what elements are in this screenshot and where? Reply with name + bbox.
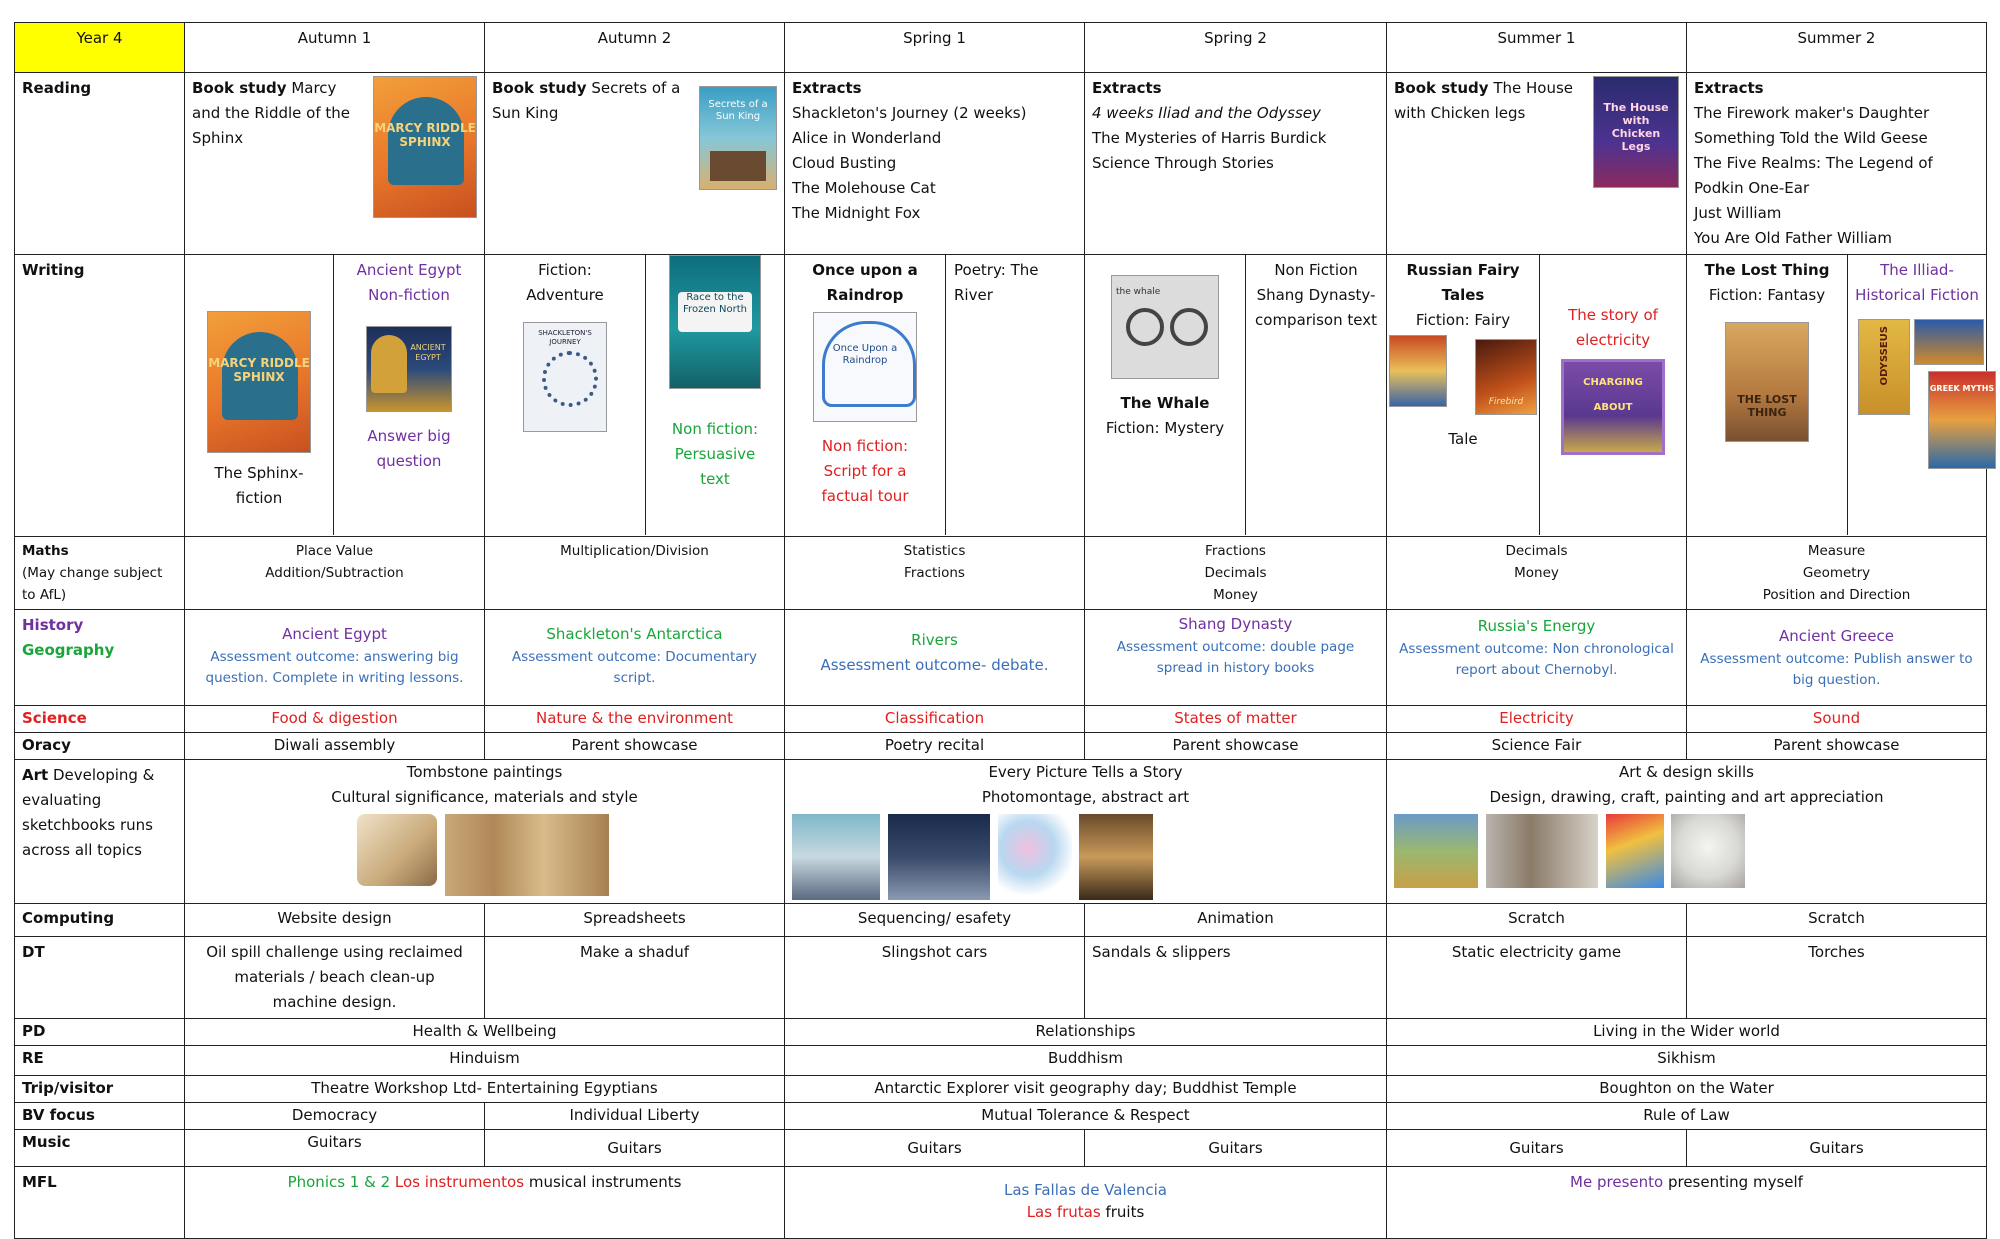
humanities-topic: Rivers bbox=[911, 631, 958, 649]
term-header-autumn1: Autumn 1 bbox=[185, 23, 485, 73]
ancient-egypt-book-cover-image bbox=[366, 326, 452, 412]
writing-autumn1-nonfiction bbox=[333, 255, 484, 535]
marcy-book-cover-image bbox=[207, 311, 311, 453]
marcy-book-title: MARCY RIDDLE SPHINX bbox=[374, 121, 476, 149]
art-autumn-subtitle: Cultural significance, materials and style bbox=[331, 788, 638, 806]
maths-summer1 bbox=[1387, 537, 1687, 610]
oracy-summer2: Parent showcase bbox=[1687, 733, 1987, 760]
music-autumn2: Guitars bbox=[485, 1130, 785, 1167]
mfl-autumn bbox=[185, 1167, 785, 1239]
assessment-text: Non chronological report about Chernobyl. bbox=[1455, 641, 1674, 678]
writing-summer1 bbox=[1387, 255, 1687, 537]
maths-topic: Geometry bbox=[1802, 565, 1871, 581]
dt-autumn1: Oil spill challenge using reclaimed materials / beach clean-up machine design. bbox=[185, 937, 485, 1019]
assessment-label: Assessment outcome: bbox=[210, 649, 360, 665]
science-summer2: Sound bbox=[1687, 706, 1987, 733]
shackleton-book-title: SHACKLETON'S JOURNEY bbox=[538, 329, 592, 346]
art-spring bbox=[785, 760, 1387, 904]
assessment-text: answering big question. Complete in writing lessons. bbox=[205, 649, 464, 686]
humanities-summer1 bbox=[1387, 610, 1687, 706]
writing-summer1-nonfiction bbox=[1539, 255, 1686, 535]
music-autumn1: Guitars bbox=[185, 1130, 485, 1167]
ancient-egypt-book-title: ANCIENT EGYPT bbox=[410, 343, 446, 362]
assessment-text: Documentary script. bbox=[613, 649, 758, 686]
once-upon-raindrop-book-cover-image bbox=[813, 312, 917, 422]
computing-summer1: Scratch bbox=[1387, 904, 1687, 937]
pd-spring: Relationships bbox=[785, 1019, 1387, 1046]
maths-autumn2 bbox=[485, 537, 785, 610]
maths-note: (May change subject to AfL) bbox=[22, 565, 163, 603]
frozen-north-book-title: Race to the Frozen North bbox=[678, 292, 752, 332]
greek-myths-book-cover-image bbox=[1914, 319, 1984, 365]
writing-spring1-fiction bbox=[785, 255, 945, 535]
maths-topic: Fractions bbox=[1205, 543, 1266, 559]
writing-autumn2-nonfiction bbox=[645, 255, 784, 535]
egyptian-wall-painting-image bbox=[357, 814, 437, 886]
writing-autumn1-nonfiction-label: Ancient Egypt Non-fiction bbox=[356, 261, 462, 304]
humanities-spring2 bbox=[1085, 610, 1387, 706]
writing-autumn1 bbox=[185, 255, 485, 537]
geography-label: Geography bbox=[22, 641, 115, 659]
music-spring1: Guitars bbox=[785, 1130, 1085, 1167]
lost-thing-book-title: THE LOST THING bbox=[1737, 393, 1797, 419]
writing-summer2-historical bbox=[1847, 255, 1995, 535]
term-header-spring2: Spring 2 bbox=[1085, 23, 1387, 73]
writing-summer2 bbox=[1687, 255, 1995, 537]
mfl-spanish-phrase: Las Fallas de Valencia bbox=[1003, 1181, 1167, 1199]
reading-summer2-label: Extracts bbox=[1694, 79, 1764, 97]
greek-myths-book-cover-image bbox=[1928, 371, 1996, 469]
reading-summer1-label: Book study bbox=[1394, 79, 1489, 97]
bv-autumn1: Democracy bbox=[185, 1103, 485, 1130]
assessment-label: Assessment outcome: bbox=[1399, 641, 1549, 657]
house-chicken-legs-book-cover-image bbox=[1593, 76, 1679, 188]
writing-spring1-nonfiction-label: Non fiction: Script for a factual tour bbox=[821, 437, 909, 505]
oracy-autumn2: Parent showcase bbox=[485, 733, 785, 760]
writing-spring2-nonfiction bbox=[1245, 255, 1386, 535]
mfl-summer bbox=[1387, 1167, 1987, 1239]
trip-autumn: Theatre Workshop Ltd- Entertaining Egyptians bbox=[185, 1076, 785, 1103]
row-label-pd: PD bbox=[15, 1019, 185, 1046]
maths-topic: Addition/Subtraction bbox=[265, 565, 404, 581]
science-spring2: States of matter bbox=[1085, 706, 1387, 733]
computing-autumn1: Website design bbox=[185, 904, 485, 937]
maths-topic: Multiplication/Division bbox=[560, 543, 709, 559]
maths-topic: Position and Direction bbox=[1762, 587, 1911, 603]
humanities-topic: Ancient Greece bbox=[1779, 627, 1894, 645]
art-autumn bbox=[185, 760, 785, 904]
reading-spring1-label: Extracts bbox=[792, 79, 862, 97]
reading-summer2-item: The Five Realms: The Legend of Podkin One-Ear bbox=[1694, 154, 1933, 197]
row-label-science: Science bbox=[15, 706, 185, 733]
music-spring2: Guitars bbox=[1085, 1130, 1387, 1167]
writing-summer1-foot: Tale bbox=[1448, 430, 1478, 448]
humanities-autumn2 bbox=[485, 610, 785, 706]
humanities-topic: Shang Dynasty bbox=[1178, 615, 1293, 633]
oracy-summer1: Science Fair bbox=[1387, 733, 1687, 760]
computing-autumn2: Spreadsheets bbox=[485, 904, 785, 937]
art-note: Developing & evaluating sketchbooks runs across all topics bbox=[22, 766, 155, 859]
maths-topic: Place Value bbox=[295, 543, 374, 559]
art-summer-title: Art & design skills bbox=[1619, 763, 1754, 781]
writing-spring2-title: The Whale bbox=[1120, 394, 1210, 412]
abstract-sculpture-image bbox=[1671, 814, 1745, 888]
computing-spring2: Animation bbox=[1085, 904, 1387, 937]
music-summer2: Guitars bbox=[1687, 1130, 1987, 1167]
lost-thing-book-cover-image bbox=[1725, 322, 1809, 442]
reading-spring2 bbox=[1085, 73, 1387, 255]
reading-summer2-item: The Firework maker's Daughter bbox=[1694, 104, 1930, 122]
dt-autumn2: Make a shaduf bbox=[485, 937, 785, 1019]
maths-topic: Fractions bbox=[904, 565, 965, 581]
year-label: Year 4 bbox=[15, 23, 185, 73]
mfl-english-phrase: fruits bbox=[1105, 1203, 1145, 1221]
history-label: History bbox=[22, 616, 84, 634]
row-label-bv: BV focus bbox=[15, 1103, 185, 1130]
writing-spring2 bbox=[1085, 255, 1387, 537]
reading-summer1-text: The House with Chicken legs bbox=[1394, 79, 1574, 122]
dt-summer2: Torches bbox=[1687, 937, 1987, 1019]
assessment-label: Assessment outcome: bbox=[511, 649, 661, 665]
art-autumn-title: Tombstone paintings bbox=[406, 763, 563, 781]
row-label-dt: DT bbox=[15, 937, 185, 1019]
term-header-summer2: Summer 2 bbox=[1687, 23, 1987, 73]
writing-autumn2-fiction-label: Fiction: Adventure bbox=[526, 261, 604, 304]
row-label-humanities bbox=[15, 610, 185, 706]
science-autumn2: Nature & the environment bbox=[485, 706, 785, 733]
russian-tales-book-cover-image bbox=[1389, 335, 1447, 407]
mfl-phonics: Phonics 1 & 2 bbox=[287, 1173, 391, 1191]
humanities-topic: Ancient Egypt bbox=[282, 625, 387, 643]
writing-summer1-subtitle: Fiction: Fairy bbox=[1415, 311, 1511, 329]
reading-autumn1 bbox=[185, 73, 485, 255]
row-label-oracy: Oracy bbox=[15, 733, 185, 760]
reading-spring1-item: Shackleton's Journey (2 weeks) bbox=[792, 104, 1027, 122]
row-label-maths bbox=[15, 537, 185, 610]
firebird-book-title: Firebird bbox=[1488, 397, 1524, 407]
maths-topic: Decimals bbox=[1505, 543, 1568, 559]
humanities-summer2 bbox=[1687, 610, 1987, 706]
humanities-topic: Shackleton's Antarctica bbox=[546, 625, 723, 643]
science-spring1: Classification bbox=[785, 706, 1085, 733]
reading-autumn1-label: Book study bbox=[192, 79, 287, 97]
photomontage-image-3 bbox=[1079, 814, 1153, 900]
science-autumn1: Food & digestion bbox=[185, 706, 485, 733]
curriculum-map-table bbox=[14, 22, 1995, 1239]
reading-autumn2-label: Book study bbox=[492, 79, 587, 97]
the-whale-book-cover-image bbox=[1111, 275, 1219, 379]
art-spring-subtitle: Photomontage, abstract art bbox=[981, 788, 1190, 806]
row-label-re: RE bbox=[15, 1046, 185, 1076]
row-label-trip: Trip/visitor bbox=[15, 1076, 185, 1103]
charging-about-book-cover-image bbox=[1561, 359, 1665, 455]
frozen-north-book-cover-image bbox=[669, 255, 761, 389]
reading-spring2-item: 4 weeks Iliad and the Odyssey bbox=[1092, 104, 1321, 122]
photomontage-image-2 bbox=[888, 814, 990, 900]
science-summer1: Electricity bbox=[1387, 706, 1687, 733]
odysseus-book-title: ODYSSEUS bbox=[1878, 326, 1890, 386]
trip-summer: Boughton on the Water bbox=[1387, 1076, 1987, 1103]
reading-autumn1-text: Marcy and the Riddle of the Sphinx bbox=[192, 79, 351, 147]
egyptian-papyrus-image bbox=[445, 814, 609, 896]
row-label-art bbox=[15, 760, 185, 904]
oracy-autumn1: Diwali assembly bbox=[185, 733, 485, 760]
writing-summer1-fiction bbox=[1387, 255, 1539, 535]
oracy-spring1: Poetry recital bbox=[785, 733, 1085, 760]
maths-topic: Money bbox=[1514, 565, 1559, 581]
pd-autumn: Health & Wellbeing bbox=[185, 1019, 785, 1046]
mfl-spanish-phrase: Me presento bbox=[1570, 1173, 1664, 1191]
reading-summer2-item: Just William bbox=[1694, 204, 1782, 222]
maths-spring1 bbox=[785, 537, 1085, 610]
whale-book-title: the whale bbox=[1116, 287, 1161, 297]
sun-king-book-title: Secrets of a Sun King bbox=[708, 99, 768, 122]
row-label-computing: Computing bbox=[15, 904, 185, 937]
reading-autumn2 bbox=[485, 73, 785, 255]
writing-spring1-title: Once upon a Raindrop bbox=[812, 261, 918, 304]
odysseus-book-cover-image bbox=[1858, 319, 1910, 415]
maths-autumn1 bbox=[185, 537, 485, 610]
mfl-english-phrase: presenting myself bbox=[1667, 1173, 1803, 1191]
re-spring: Buddhism bbox=[785, 1046, 1387, 1076]
art-summer-subtitle: Design, drawing, craft, painting and art appreciation bbox=[1489, 788, 1884, 806]
bv-spring: Mutual Tolerance & Respect bbox=[785, 1103, 1387, 1130]
maths-topic: Money bbox=[1213, 587, 1258, 603]
assessment-text: Assessment outcome- debate. bbox=[820, 656, 1049, 674]
maths-label: Maths bbox=[22, 543, 69, 559]
re-autumn: Hinduism bbox=[185, 1046, 785, 1076]
art-label: Art bbox=[22, 766, 49, 784]
term-header-summer1: Summer 1 bbox=[1387, 23, 1687, 73]
row-label-mfl: MFL bbox=[15, 1167, 185, 1239]
bv-summer: Rule of Law bbox=[1387, 1103, 1987, 1130]
greek-myths-book-title: GREEK MYTHS bbox=[1929, 384, 1995, 393]
bv-autumn2: Individual Liberty bbox=[485, 1103, 785, 1130]
writing-autumn1-nonfiction-foot: Answer big question bbox=[367, 427, 451, 470]
writing-spring1-poetry-label: Poetry: The River bbox=[954, 261, 1039, 304]
abstract-art-image bbox=[998, 814, 1072, 900]
writing-spring2-nonfiction-label: Non Fiction Shang Dynasty- comparison text bbox=[1255, 261, 1377, 329]
charging-book-title: CHARGING ABOUT bbox=[1583, 377, 1643, 413]
assessment-label: Assessment outcome: bbox=[1700, 651, 1850, 667]
firebird-book-cover-image bbox=[1475, 339, 1537, 415]
reading-summer2-item: Something Told the Wild Geese bbox=[1694, 129, 1928, 147]
writing-summer1-title: Russian Fairy Tales bbox=[1406, 261, 1520, 304]
computing-spring1: Sequencing/ esafety bbox=[785, 904, 1085, 937]
reading-spring1-item: Alice in Wonderland bbox=[792, 129, 942, 147]
sun-king-book-cover-image bbox=[699, 86, 777, 190]
reading-autumn2-text: Secrets of a Sun King bbox=[492, 79, 681, 122]
mfl-spring bbox=[785, 1167, 1387, 1239]
reading-summer2-item: You Are Old Father William bbox=[1694, 229, 1892, 247]
maths-topic: Statistics bbox=[903, 543, 966, 559]
reading-spring2-item: The Mysteries of Harris Burdick bbox=[1092, 129, 1327, 147]
row-label-writing: Writing bbox=[15, 255, 185, 537]
mfl-english-phrase: musical instruments bbox=[528, 1173, 682, 1191]
reading-spring2-item: Science Through Stories bbox=[1092, 154, 1274, 172]
writing-summer1-nonfiction-label: The story of electricity bbox=[1568, 306, 1658, 349]
mfl-spanish-phrase: Los instrumentos bbox=[394, 1173, 525, 1191]
writing-spring1-poetry bbox=[945, 255, 1084, 535]
writing-summer2-historical-label: The Illiad- Historical Fiction bbox=[1855, 261, 1979, 304]
writing-spring1 bbox=[785, 255, 1085, 537]
sculpture-image bbox=[1486, 814, 1598, 888]
music-summer1: Guitars bbox=[1387, 1130, 1687, 1167]
pd-summer: Living in the Wider world bbox=[1387, 1019, 1987, 1046]
humanities-topic: Russia's Energy bbox=[1477, 617, 1596, 635]
writing-autumn2-nonfiction-label: Non fiction: Persuasive text bbox=[671, 420, 759, 488]
reading-spring1-item: The Midnight Fox bbox=[792, 204, 921, 222]
writing-autumn2-fiction bbox=[485, 255, 645, 535]
row-label-reading: Reading bbox=[15, 73, 185, 255]
re-summer: Sikhism bbox=[1387, 1046, 1987, 1076]
landscape-painting-image bbox=[1394, 814, 1478, 888]
dt-summer1: Static electricity game bbox=[1387, 937, 1687, 1019]
reading-summer2 bbox=[1687, 73, 1987, 255]
reading-spring1-item: Cloud Busting bbox=[792, 154, 897, 172]
house-book-title: The House with Chicken Legs bbox=[1603, 101, 1669, 153]
marcy-book-cover-image bbox=[373, 76, 477, 218]
writing-spring2-subtitle: Fiction: Mystery bbox=[1105, 419, 1225, 437]
once-book-title: Once Upon a Raindrop bbox=[832, 343, 898, 366]
mfl-spanish-phrase: Las frutas bbox=[1026, 1203, 1101, 1221]
dt-spring1: Slingshot cars bbox=[785, 937, 1085, 1019]
marcy-book-title: MARCY RIDDLE SPHINX bbox=[208, 356, 310, 384]
reading-summer1 bbox=[1387, 73, 1687, 255]
writing-autumn1-fiction-label: The Sphinx- fiction bbox=[214, 464, 304, 507]
term-header-autumn2: Autumn 2 bbox=[485, 23, 785, 73]
computing-summer2: Scratch bbox=[1687, 904, 1987, 937]
writing-summer2-subtitle: Fiction: Fantasy bbox=[1708, 286, 1826, 304]
oracy-spring2: Parent showcase bbox=[1085, 733, 1387, 760]
maths-summer2 bbox=[1687, 537, 1987, 610]
reading-spring1-item: The Molehouse Cat bbox=[792, 179, 936, 197]
art-summer bbox=[1387, 760, 1987, 904]
maths-topic: Decimals bbox=[1204, 565, 1267, 581]
trip-spring: Antarctic Explorer visit geography day; Buddhist Temple bbox=[785, 1076, 1387, 1103]
row-label-music: Music bbox=[15, 1130, 185, 1167]
maths-spring2 bbox=[1085, 537, 1387, 610]
art-spring-title: Every Picture Tells a Story bbox=[988, 763, 1183, 781]
pop-art-portrait-image bbox=[1606, 814, 1664, 888]
term-header-spring1: Spring 1 bbox=[785, 23, 1085, 73]
assessment-text: double page spread in history books bbox=[1156, 639, 1355, 676]
humanities-spring1 bbox=[785, 610, 1085, 706]
writing-autumn2 bbox=[485, 255, 785, 537]
assessment-text: Publish answer to big question. bbox=[1792, 651, 1973, 688]
assessment-label: Assessment outcome: bbox=[1116, 639, 1266, 655]
writing-autumn1-fiction bbox=[185, 255, 333, 535]
reading-spring1 bbox=[785, 73, 1085, 255]
photomontage-image-1 bbox=[792, 814, 880, 900]
maths-topic: Measure bbox=[1807, 543, 1866, 559]
dt-spring2: Sandals & slippers bbox=[1085, 937, 1387, 1019]
humanities-autumn1 bbox=[185, 610, 485, 706]
writing-summer2-fiction bbox=[1687, 255, 1847, 535]
reading-spring2-label: Extracts bbox=[1092, 79, 1162, 97]
shackleton-journey-book-cover-image bbox=[523, 322, 607, 432]
writing-spring2-fiction bbox=[1085, 255, 1245, 535]
writing-summer2-title: The Lost Thing bbox=[1704, 261, 1830, 279]
